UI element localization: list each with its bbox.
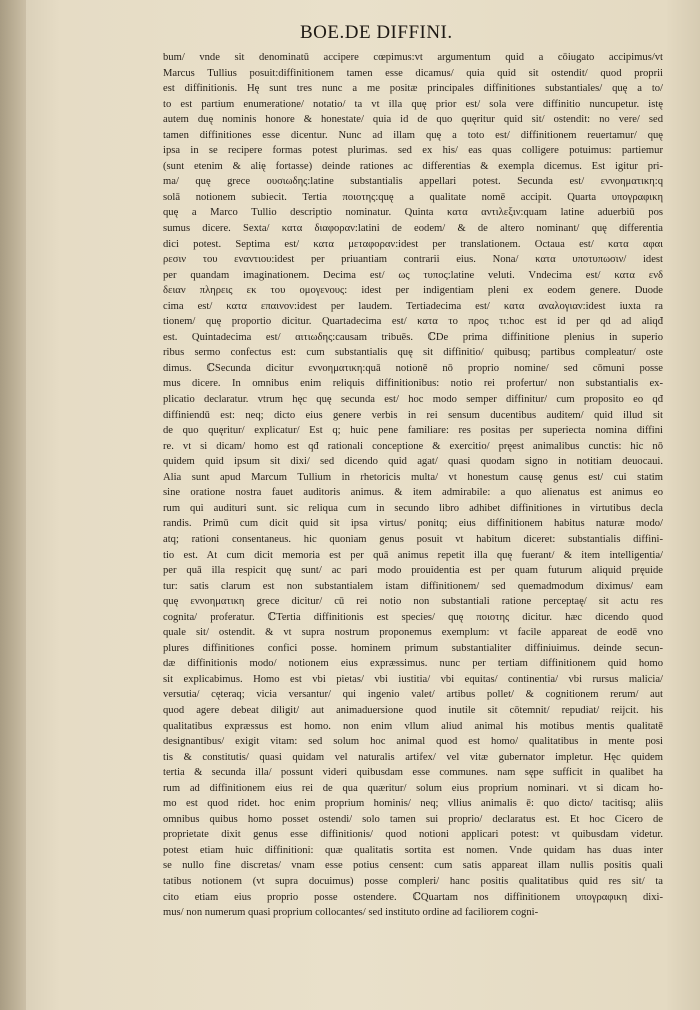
page-gutter [0, 0, 26, 1010]
text-line: est. Quintadecima est/ αιτιωδης:causam tribuēs. ℂDe prima diffinitione plenius in superio [163, 331, 663, 343]
running-head: BOE.DE DIFFINI. [300, 22, 453, 43]
text-line: quę a Marco Tullio descriptio nominatur. Quinta κατα αντιλεξιν:quam latine aduerbiū pos [163, 207, 663, 219]
text-line: cito etiam eius proprio posse ostendere. ℂQuartam nos diffinitionem υπογραφικη dixi- [163, 891, 663, 903]
text-line: autem duę nominis honore & honestate/ quia id de quo quęritur quid sit/ ostendit: no vere/ sed [163, 114, 663, 126]
text-line: qualitatibus expræssus est homo. non enim vllum aliud animal his motibus mentis qualitatē [163, 720, 663, 732]
text-line: tatibus notionem (vt supra docuimus) posse compleri/ hanc positis qualitatibus quid res sit/ ta [163, 875, 663, 887]
text-line: de quo quęritur/ explicatur/ Est q; huic pene familiare: res positas per superiecta nomina diffini [163, 425, 663, 437]
text-line: versutia/ cęteraq; vicia versantur/ qui ingenio valet/ artibus pollet/ & cognitionem rerum/ aut [163, 689, 663, 701]
text-line: re. vt si dicam/ homo est qđ rationali conceptione & exercitio/ pręest animalibus cunctis: hic nō [163, 440, 663, 452]
text-line: tur: satis clarum est non substantialem istam diffinitionem/ sed quemadmodum diximus/ eam [163, 580, 663, 592]
text-line: mus/ non numerum quasi proprium collocantes/ sed instituto ordine ad faciliorem cogni- [163, 907, 539, 919]
text-line: ρεσιν του εναντιου:idest per priuantiam contrarii eius. Nona/ κατα υποτυπωσιν/ idest [163, 254, 663, 266]
text-line: designantibus/ exigit vitam: sed solum hoc animal quod est homo/ qualitatibus in mente posi [163, 736, 663, 748]
text-line: plicatio declaratur. vtrum hęc quę secunda est/ hoc modo semper diffinitur/ cum proposito eo qđ [163, 394, 663, 406]
text-line: rum qui audituri sunt. sic reliqua cum in secundo libro adhibet diffinitiones in virtutibus decla [163, 502, 663, 514]
text-line: tionem/ quę proportio dicitur. Quartadecima est/ κατα το προς τι:hoc est id per qd ad aliqđ [163, 316, 663, 328]
text-line: randis. Primū cum dicit quid sit ipsa virtus/ ponitq; eius diffinitionem habitus naturæ modo/ [163, 518, 663, 530]
text-line: cognita/ proferatur. ℂTertia diffinitionis est species/ quę ποιοτης dicitur. hæc dicendo quod [163, 611, 663, 623]
text-line: plures diffinitiones confici posse. hominem primum substantialiter diffiniuimus. deinde secun- [163, 642, 663, 654]
text-line: bum/ vnde sit denominatū accipere cœpimus:vt argumentum quid a cōiugato accipimus/vt [163, 52, 663, 63]
text-line: Marcus Tullius posuit:diffinitionem tamen esse dicamus/ quia quid sit ostendit/ quod proprii [163, 67, 663, 79]
text-line: quidem quid ipsum sit dixi/ sed dicendo quid agat/ quasi quodam signo in notitiam deuocaui. [163, 456, 663, 468]
text-line: diffiniendū est: neq; dicto eius genere verbis in rei sensum ducentibus auditem/ quid illud sit [163, 409, 663, 421]
text-line: omnibus quibus homo posset ostendi/ solo tamen sui proprio/ declaratus est. Et hoc Cicero de [163, 813, 663, 825]
text-line: per quandam imaginationem. Decima est/ ως τυπος:latine veluti. Vndecima est/ κατα ενδ [163, 269, 663, 281]
text-line: dici potest. Septima est/ κατα μεταφοραν:idest per translationem. Octaua est/ κατα αφαι [163, 238, 663, 250]
text-line: dæ diffinitionis modo/ notionem eius expræssimus. nunc per tertiam diffinitionem quid homo [163, 658, 663, 670]
text-line: est diffinitionis. Hę sunt tres nunc a me positæ principales diffinitiones substantiales/ quę a to/ [163, 83, 663, 95]
text-line: tio est. At cum dicit memoria est per quā animus repetit illa quę fuerant/ & item intelligentia/ [163, 549, 663, 561]
text-line: ipsa in se recipere formas potest plurimas. sed ex his/ eas quas colligere potuimus: partiemur [163, 145, 663, 157]
text-line: quale sit/ ostendit. & vt supra nostrum proponemus exemplum: vt facile appareat de eodē vno [163, 627, 663, 639]
text-line: ribus sermo confectus est: cum substantialis quę sit diffinitio/ quibusq; partibus compleatur/ oste [163, 347, 663, 359]
text-line: mus dicere. In omnibus enim reliquis diffinitionibus: notio rei profertur/ non substantialis ex- [163, 378, 663, 390]
text-line: mo est quod ridet. hoc enim proprium hominis/ neq; vllius animalis ē: quo dicto/ tacitisq; aliis [163, 798, 663, 810]
text-line: Alia sunt apud Marcum Tullium in rhetoricis multa/ vt honestum causę genus est/ cui statim [163, 471, 663, 483]
text-line: sumus dicere. Sexta/ κατα διαφοραν:latini de eodem/ & de altero nominant/ quę differentia [163, 223, 663, 235]
text-line: quę εννοηματικη grece dicitur/ cū rei notio non substantiali ratione perceptaę/ sit actu res [163, 596, 663, 608]
text-line: tamen diffinitiones esse dicentur. Nunc ad illam quę a toto est/ diffinitionem reuertamur/ quę [163, 129, 663, 141]
text-line: (sunt etenim & alię fortasse) deinde rationes ac differentias & exempla dicemus. Est igitur pri- [163, 160, 663, 172]
text-line: potest etiam huic diffinitioni: quæ qualitatis sortita est nomen. Vnde quidam has duas inter [163, 844, 663, 856]
text-line: tis & constitutis/ quasi quidam vel naturalis artifex/ vel vitæ gubernator impletur. Hęc quidem [163, 751, 663, 763]
text-line: sit explicabimus. Homo est vbi pietas/ vbi iustitia/ vbi equitas/ continentia/ vbi rursus malicia/ [163, 673, 663, 685]
text-line: atq; rationi consentaneus. hic quoniam genus posuit vt habitum diceret: substantialis diffini- [163, 533, 663, 545]
text-line: δειαν πληρεις εκ του ομογενους: idest per indigentiam pleni ex eodem genere. Duode [163, 285, 663, 297]
text-line: sine oratione nostra fauet auditoris animus. & item admirabile: a quo alienatus est animus eo [163, 487, 663, 499]
text-line: tertia & secunda illa/ possunt videri quibusdam esse communes. nam sępe sufficit in qualibet ha [163, 767, 663, 779]
text-line: solā notionem subiecit. Tertia ποιοτης:quę a qualitate nomē accipit. Quarta υπογραφικη [163, 191, 663, 203]
text-line: to est partium enumeratione/ notatio/ ta vt illa quę prior est/ sola vere diffinitio nuncupetur. istę [163, 98, 663, 110]
text-line: quod agere debeat diligit/ aut animaduersione quod inutile sit cōtemnit/ repudiat/ reijcit. his [163, 704, 663, 716]
text-line: rum ad diffinitionem eius rei de qua quæritur/ solum eius proprium nominari. vt si dicam ho- [163, 782, 663, 794]
text-line: proprietate dixit genus esse diffinitionis/ quod notioni applicari potest: vt quibusdam videtur. [163, 829, 663, 841]
text-line: ma/ quę grece ουσιωδης:latine substantialis appellari potest. Secunda est/ εννοηματικη:q [163, 176, 663, 188]
text-line: se nullo fine discretas/ vnam esse potius censent: cum satis appareat illam nullis positis quali [163, 860, 663, 872]
text-line: cima est/ κατα επαινον:idest per laudem. Tertiadecima est/ κατα αναλογιαν:idest iuxta ra [163, 300, 663, 312]
text-block [163, 50, 663, 921]
text-line: per quā illa respicit quę sunt/ ac pari modo prouidentia est per quam futurum aliquid pręuide [163, 565, 663, 577]
text-line: dimus. ℂSecunda dicitur εννοηματικη:quā notionē nō proprio nomine/ sed cōmuni posse [163, 362, 663, 374]
